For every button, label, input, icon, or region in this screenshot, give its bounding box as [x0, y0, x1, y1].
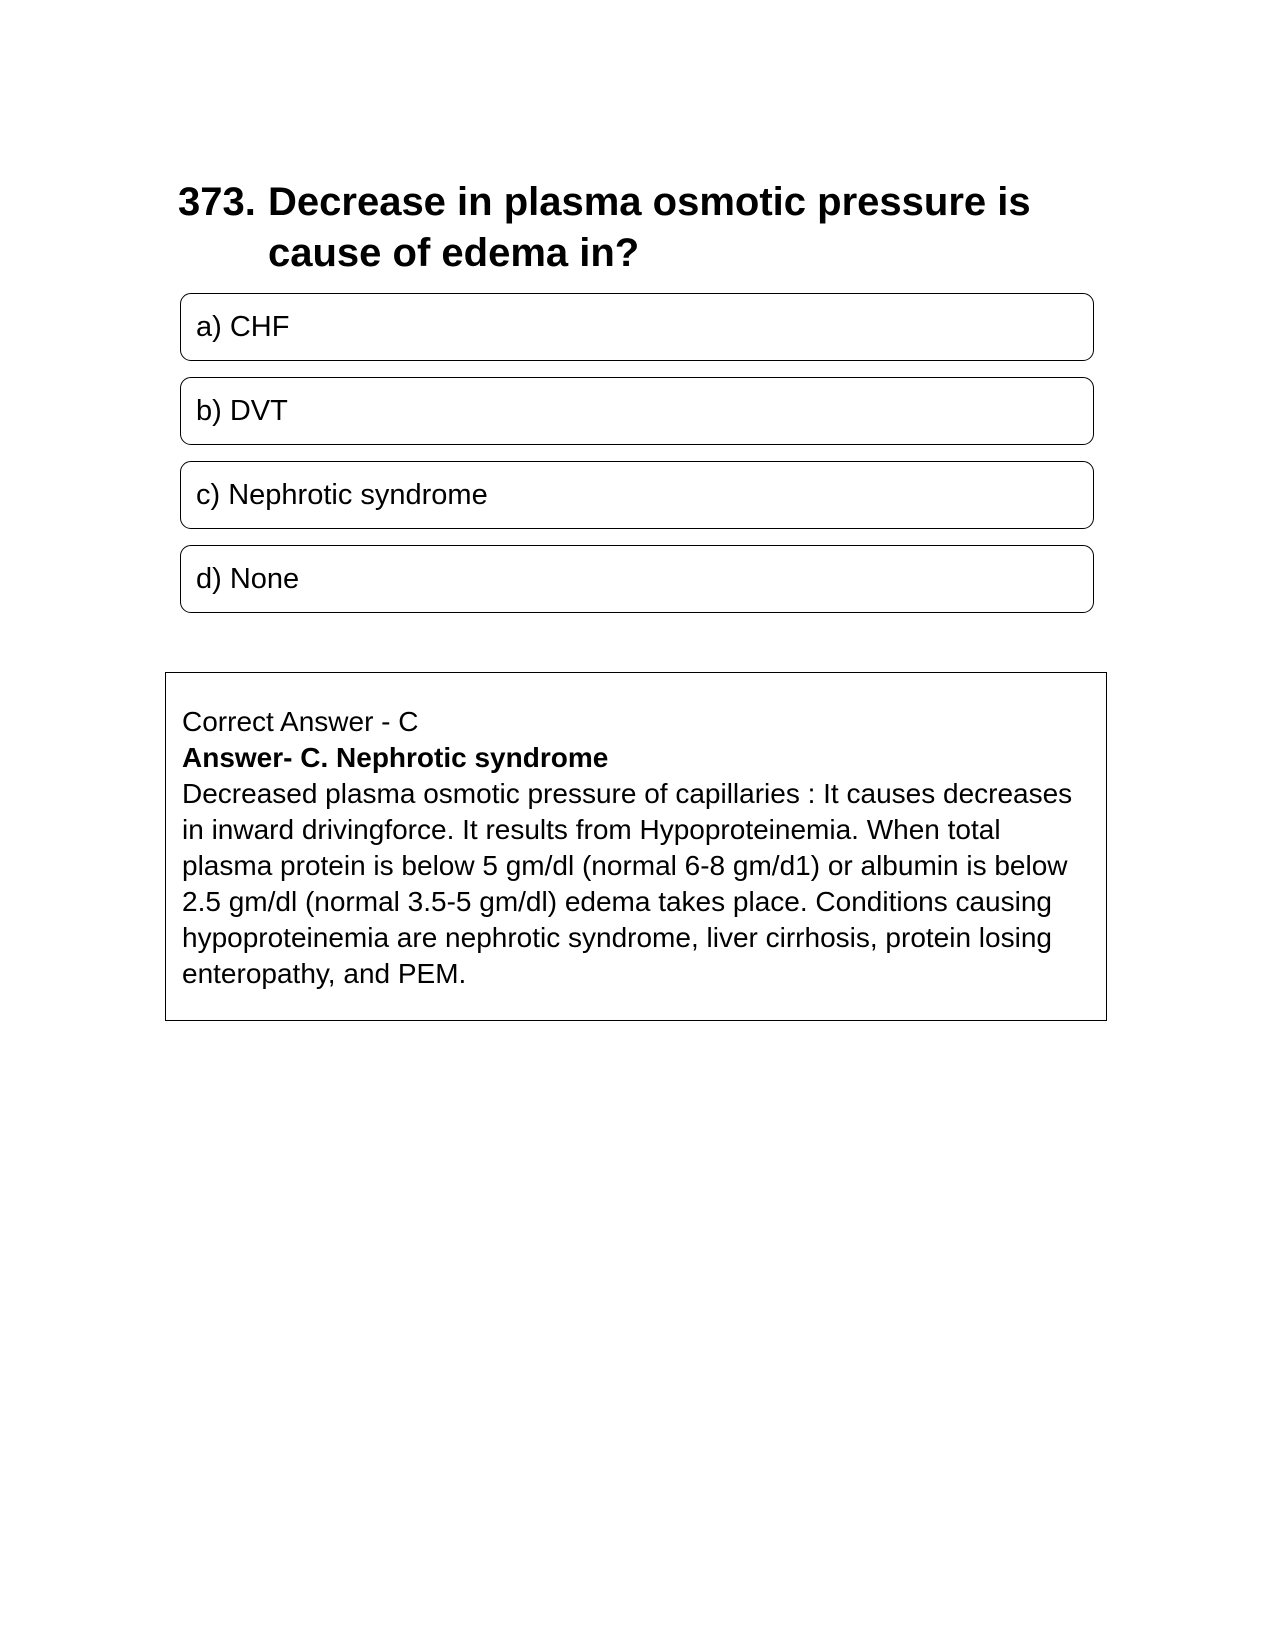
options-list — [180, 293, 1094, 629]
option-c[interactable] — [180, 461, 1094, 529]
option-d-label: d) None — [196, 562, 300, 595]
option-a-label: a) CHF — [196, 310, 290, 343]
answer-heading: Answer- C. Nephrotic syndrome — [182, 742, 609, 773]
question-number: 373. — [178, 180, 256, 224]
option-b-label: b) DVT — [196, 394, 288, 427]
option-b[interactable] — [180, 377, 1094, 445]
correct-answer-line: Correct Answer - C — [182, 706, 419, 737]
option-c-label: c) Nephrotic syndrome — [196, 478, 488, 511]
answer-box — [165, 672, 1107, 1021]
answer-explanation: Decreased plasma osmotic pressure of capillaries : It causes decreases in inward drivingforce. It results from Hypoproteinemia. When total plasma protein is below 5 gm/dl (normal 6-8 gm/d1) or albumin is below 2.5 gm/dl (normal 3.5-5 gm/dl) edema takes place. Conditions causing hypoproteinemia are nephrotic syndrome, liver cirrhosis, protein losing enteropathy, and PEM. — [182, 778, 1073, 989]
question-text: Decrease in plasma osmotic pressure is cause of edema in? — [268, 180, 1031, 275]
option-a[interactable] — [180, 293, 1094, 361]
question-heading — [178, 177, 1098, 279]
option-d[interactable] — [180, 545, 1094, 613]
